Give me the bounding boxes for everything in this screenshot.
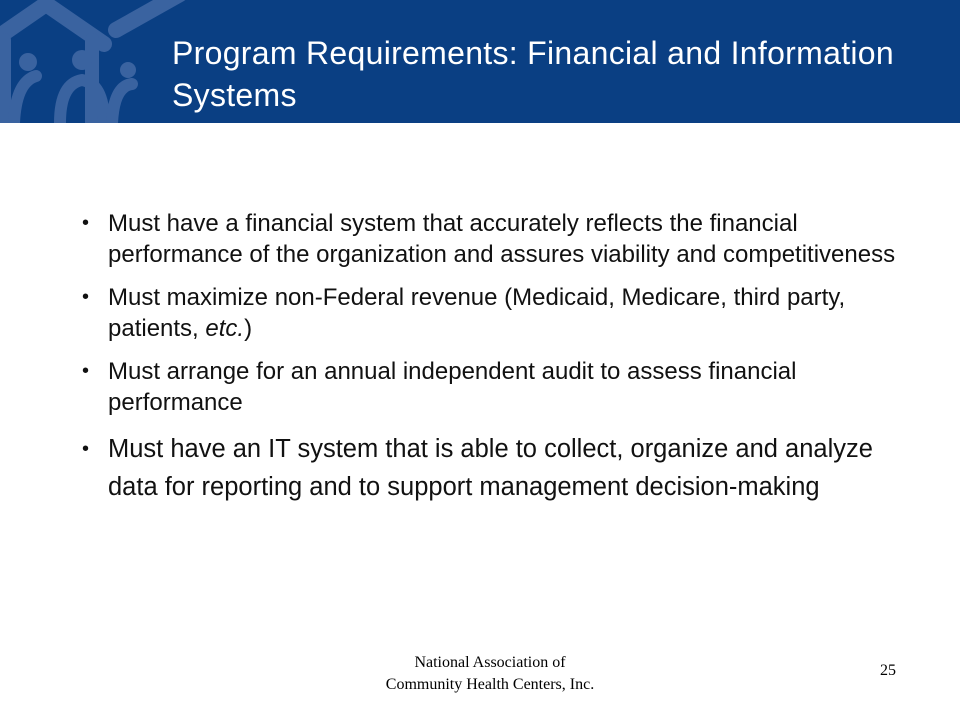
- bullet-text: Must arrange for an annual independent audit to assess financial performance: [108, 358, 797, 416]
- bullet-text: Must have a financial system that accurately reflects the financial performance of the organization and assures viability and competitiveness: [108, 210, 896, 268]
- bullet-emphasis: etc.: [205, 315, 245, 342]
- bullet-text: Must maximize non-Federal revenue (Medicaid, Medicare, third party, patients,: [108, 284, 846, 342]
- list-item: [82, 208, 902, 270]
- bullet-dot-icon: •: [82, 360, 90, 382]
- list-item: [82, 282, 902, 344]
- slide-title: Program Requirements: Financial and Information Systems: [172, 35, 894, 113]
- bullet-dot-icon: •: [82, 212, 90, 234]
- bullet-dot-icon: •: [82, 286, 90, 308]
- list-item: [82, 356, 902, 418]
- requirements-list: [82, 208, 902, 518]
- footer-organization: National Association of Community Health Centers, Inc.: [385, 654, 595, 693]
- bullet-text-suffix: ): [244, 315, 253, 342]
- page-number: 25: [880, 662, 896, 679]
- bullet-dot-icon: •: [82, 438, 90, 460]
- title-banner: [0, 0, 960, 123]
- list-item: [82, 430, 902, 506]
- bullet-text: Must have an IT system that is able to collect, organize and analyze data for reporting and to support management decision-making: [108, 435, 873, 501]
